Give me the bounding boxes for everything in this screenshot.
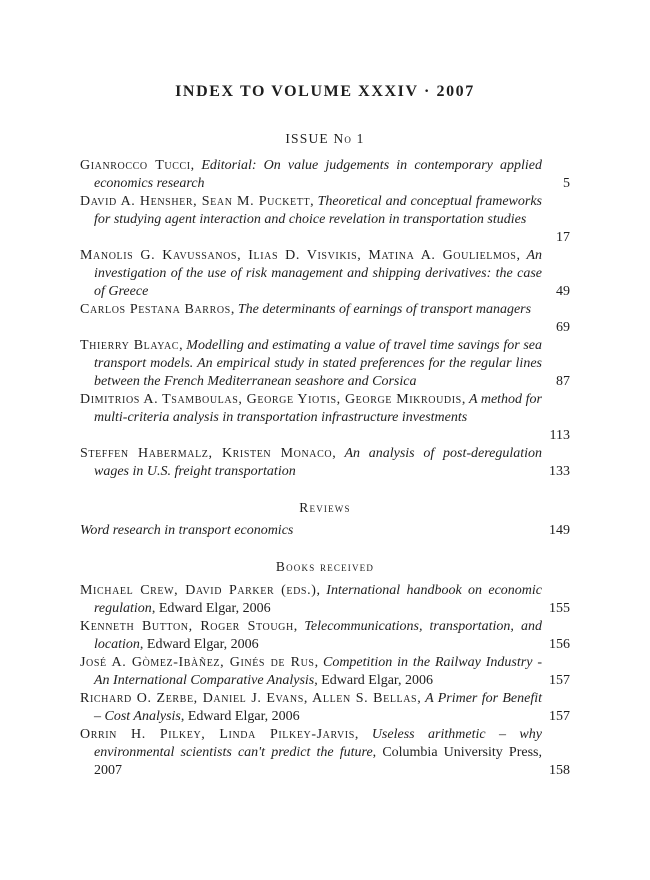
section-heading: ISSUE No 1 (285, 131, 365, 146)
page-number: 69 (556, 320, 570, 335)
entry-separator: , (310, 194, 318, 209)
entry-title: A method for multi-criteria analysis in transportation infrastructure investments (94, 392, 542, 425)
entry-separator: , (314, 655, 323, 670)
entry-title: Editorial: On value judgements in contemporary applied economics research (94, 158, 542, 191)
entry-publisher: , Edward Elgar, 2006 (139, 637, 259, 652)
entry-separator: , (316, 583, 327, 598)
page-number: 157 (549, 673, 570, 688)
page-number: 87 (556, 374, 570, 389)
entry-title: Telecommunications, transportation, and location (94, 619, 542, 652)
page-number: 5 (563, 176, 570, 191)
entry-title: Competition in the Railway Industry - An International Comparative Analysis (94, 655, 543, 688)
entry-separator: , (354, 727, 372, 742)
entry-title: Modelling and estimating a value of travel time savings for sea transport models. An empirical study in stated preferences for the regular lines between the French Mediterranean seashore and Corsica (94, 338, 543, 389)
index-entry (80, 193, 542, 229)
index-entry (80, 391, 542, 427)
entry-authors: Michael Crew, David Parker (eds.) (80, 583, 317, 598)
page-number: 155 (549, 601, 570, 616)
entry-separator: , (293, 619, 305, 634)
entry-publisher: , Edward Elgar, 2006 (180, 709, 300, 724)
page-number: 157 (549, 709, 570, 724)
section-heading: Books received (275, 559, 375, 574)
page-number: 17 (556, 230, 570, 245)
entry-title: Theoretical and conceptual frameworks for studying agent interaction and choice revelation in transportation studies (94, 194, 543, 227)
entry-authors: Dimitrios A. Tsamboulas, George Yiotis, George Mikroudis (80, 392, 462, 407)
entry-title: Useless arithmetic – why environmental scientists can't predict the future (94, 727, 542, 760)
entry-title: An investigation of the use of risk management and shipping derivatives: the case of Greece (94, 248, 543, 299)
page-number: 156 (549, 637, 570, 652)
entry-separator: , (332, 446, 345, 461)
entry-separator: , (417, 691, 426, 706)
page-number: 49 (556, 284, 570, 299)
entry-authors: Kenneth Button, Roger Stough (80, 619, 294, 634)
entry-authors: Manolis G. Kavussanos, Ilias D. Visvikis, Matina A. Goulielmos (80, 248, 517, 263)
page-number: 149 (549, 523, 570, 538)
page-number: 113 (549, 428, 570, 443)
entry-title: International handbook on economic regulation (94, 583, 542, 616)
entry-text (80, 391, 542, 427)
entry-authors: José A. Gòmez-Ibàñez, Ginés de Rus (80, 655, 315, 670)
entry-authors: Thierry Blayac (80, 338, 180, 353)
entry-authors: Richard O. Zerbe, Daniel J. Evans, Allen S. Bellas (80, 691, 418, 706)
entry-text (80, 193, 542, 229)
index-entry (80, 301, 542, 319)
entry-title: The determinants of earnings of transport managers (237, 302, 532, 317)
page-number: 133 (549, 464, 570, 479)
entry-title: A Primer for Benefit – Cost Analysis (94, 691, 543, 724)
entry-title: An analysis of post-deregulation wages in U.S. freight transportation (94, 446, 543, 479)
entry-publisher: , Columbia University Press, 2007 (94, 745, 542, 778)
entry-authors: David A. Hensher, Sean M. Puckett (80, 194, 311, 209)
page-title: INDEX TO VOLUME XXXIV · 2007 (175, 83, 475, 100)
entry-authors: Gianrocco Tucci (80, 158, 191, 173)
entry-separator: , (230, 302, 238, 317)
entry-text (80, 301, 542, 319)
section-heading: Reviews (299, 500, 351, 515)
entry-authors: Carlos Pestana Barros (80, 302, 231, 317)
page-number: 158 (549, 763, 570, 778)
entry-publisher: , Edward Elgar, 2006 (314, 673, 434, 688)
entry-separator: , (461, 392, 469, 407)
entry-title: Word research in transport economics (80, 523, 294, 538)
entry-authors: Orrin H. Pilkey, Linda Pilkey-Jarvis (80, 727, 355, 742)
entry-separator: , (190, 158, 202, 173)
entry-publisher: , Edward Elgar, 2006 (151, 601, 271, 616)
entry-authors: Steffen Habermalz, Kristen Monaco (80, 446, 333, 461)
entry-separator: , (516, 248, 527, 263)
entry-separator: , (179, 338, 187, 353)
